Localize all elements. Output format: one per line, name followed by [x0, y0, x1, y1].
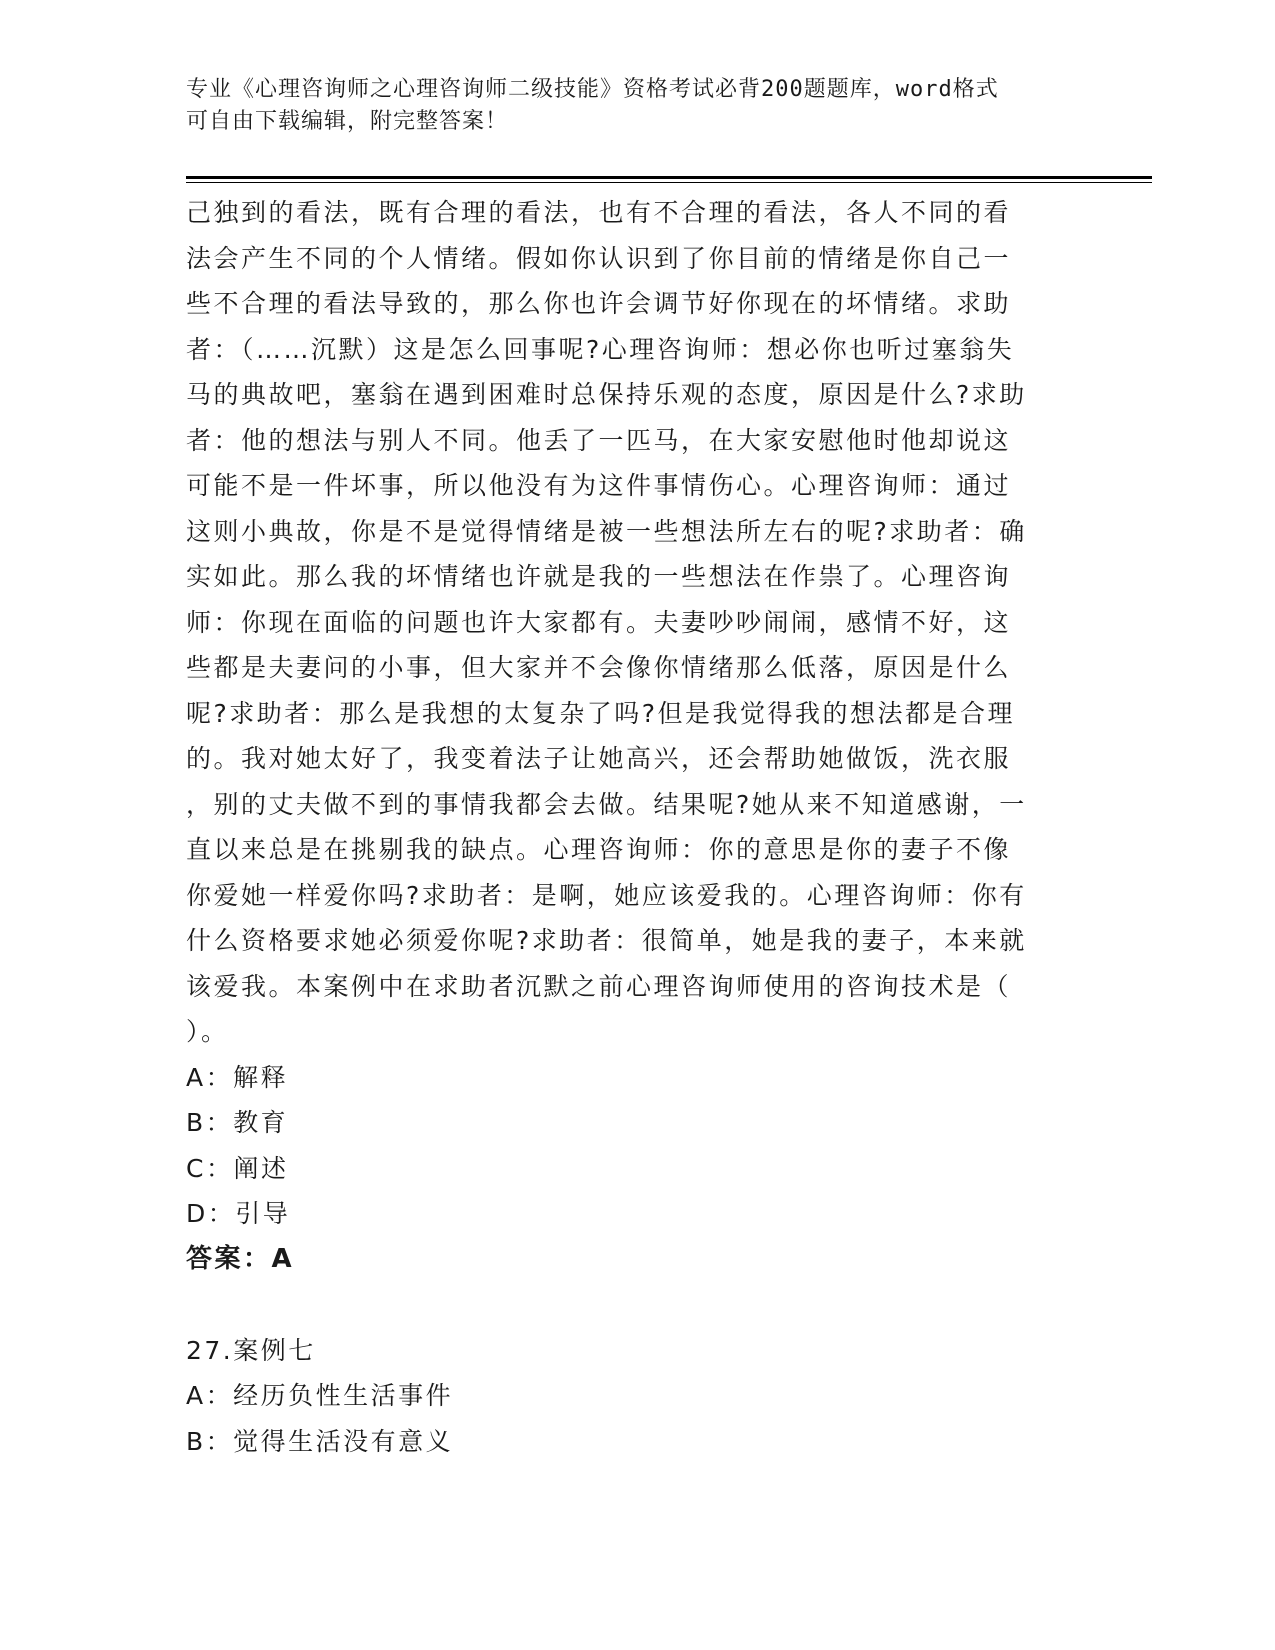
document-header [186, 74, 1066, 138]
question-options [186, 1055, 1086, 1237]
passage-line: 直以来总是在挑剔我的缺点。心理咨询师：你的意思是你的妻子不像 [186, 835, 1012, 864]
document-body [186, 190, 1086, 1464]
option-c: C：阐述 [186, 1153, 289, 1183]
passage-line: 该爱我。本案例中在求助者沉默之前心理咨询师使用的咨询技术是（ [186, 971, 1012, 1001]
option-a: A：解释 [186, 1062, 289, 1092]
passage-line: 你爱她一样爱你吗?求助者：是啊，她应该爱我的。心理咨询师：你有 [186, 880, 1027, 910]
section-spacer [186, 1282, 1086, 1328]
header-divider-thin [186, 182, 1152, 183]
passage-line: 者：他的想法与别人不同。他丢了一匹马，在大家安慰他时他却说这 [186, 425, 1012, 455]
passage-line: ）。 [186, 1017, 229, 1046]
passage-line: 己独到的看法，既有合理的看法，也有不合理的看法，各人不同的看 [186, 198, 1012, 227]
header-title-line-2: 可自由下载编辑，附完整答案！ [186, 109, 509, 134]
answer-key: 答案：A [186, 1243, 295, 1274]
passage-line: 什么资格要求她必须爱你呢?求助者：很简单，她是我的妻子，本来就 [186, 926, 1027, 955]
passage-line: 的。我对她太好了，我变着法子让她高兴，还会帮助她做饭，洗衣服 [186, 744, 1012, 773]
passage-line: 些都是夫妻问的小事，但大家并不会像你情绪那么低落，原因是什么 [186, 653, 1012, 682]
next-option-b: B：觉得生活没有意义 [186, 1426, 454, 1456]
passage-line: 这则小典故，你是不是觉得情绪是被一些想法所左右的呢?求助者：确 [186, 516, 1027, 546]
passage-line: 师：你现在面临的问题也许大家都有。夫妻吵吵闹闹，感情不好，这 [186, 607, 1012, 637]
next-option-a: A：经历负性生活事件 [186, 1381, 454, 1410]
passage-line: ，别的丈夫做不到的事情我都会去做。结果呢?她从来不知道感谢，一 [186, 789, 1027, 819]
passage-line: 些不合理的看法导致的，那么你也许会调节好你现在的坏情绪。求助 [186, 289, 1012, 318]
passage-line: 实如此。那么我的坏情绪也许就是我的一些想法在作祟了。心理咨询 [186, 562, 1012, 591]
passage-line: 者：（……沉默）这是怎么回事呢?心理咨询师：想必你也听过塞翁失 [186, 334, 1015, 364]
passage-line: 法会产生不同的个人情绪。假如你认识到了你目前的情绪是你自己一 [186, 243, 1012, 273]
next-question-title: 27.案例七 [186, 1335, 316, 1365]
header-divider-thick [186, 176, 1152, 179]
option-b: B：教育 [186, 1108, 289, 1137]
passage-line: 马的典故吧，塞翁在遇到困难时总保持乐观的态度，原因是什么?求助 [186, 380, 1027, 409]
question-passage [186, 190, 1086, 1055]
passage-line: 可能不是一件坏事，所以他没有为这件事情伤心。心理咨询师：通过 [186, 471, 1012, 500]
next-question-options [186, 1373, 1086, 1464]
option-d: D：引导 [186, 1199, 291, 1228]
passage-line: 呢?求助者：那么是我想的太复杂了吗?但是我觉得我的想法都是合理 [186, 698, 1016, 728]
header-title-line-1: 专业《心理咨询师之心理咨询师二级技能》资格考试必背200题题库，word格式 [186, 77, 999, 102]
